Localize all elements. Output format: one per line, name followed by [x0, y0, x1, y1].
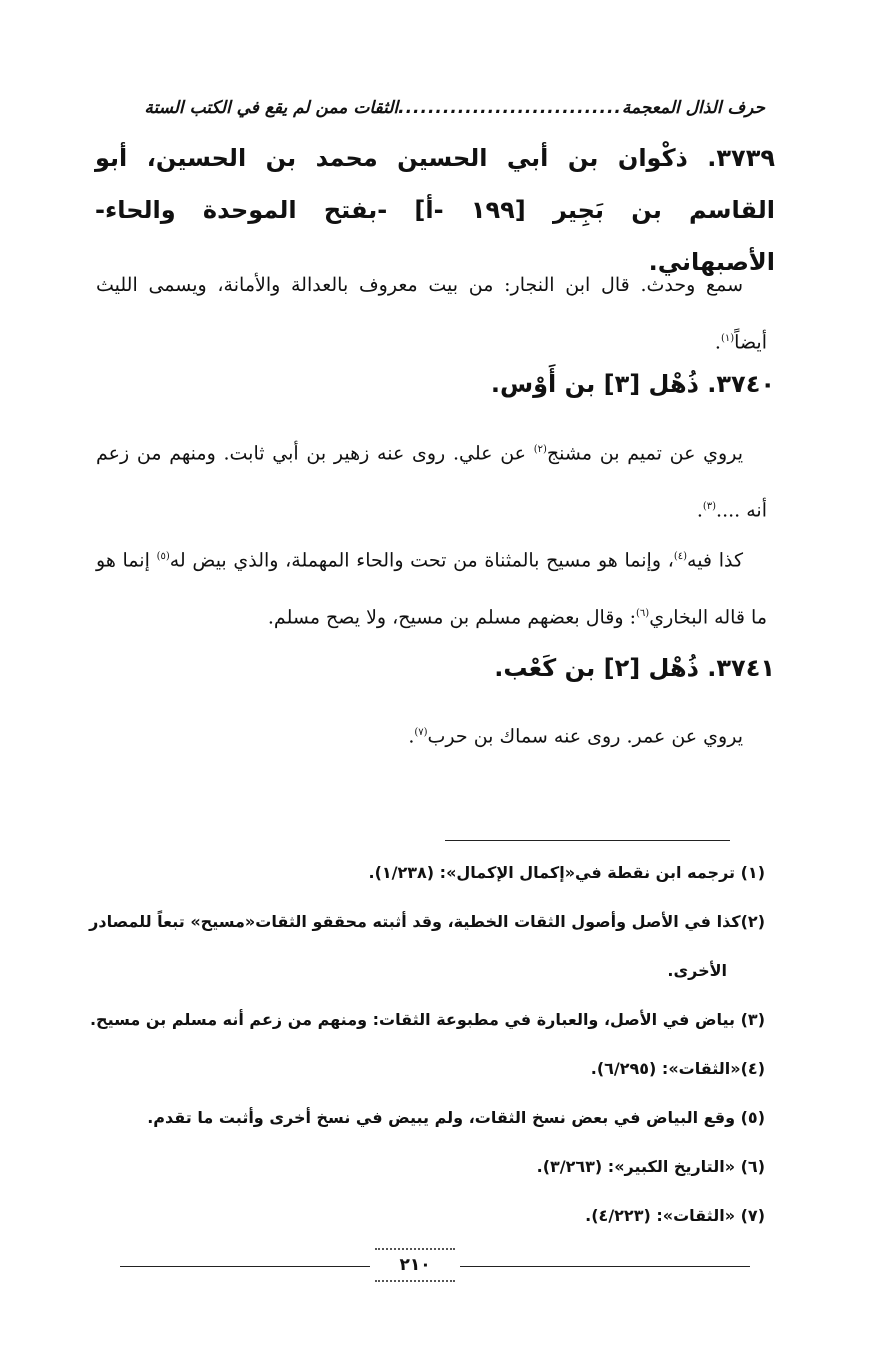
entry-text: عن علي. روى عنه زهير بن أبي ثابت. ومنهم من زعم أنه ....: [96, 442, 767, 522]
footnote-separator: [445, 840, 730, 841]
page-number: ٢١٠: [375, 1248, 455, 1282]
entry-title-3740: ٣٧٤٠. ذُهْل [٣] بن أَوْس.: [490, 370, 775, 398]
entry-text: يروي عن عمر. روى عنه سماك بن حرب: [427, 725, 743, 748]
footer-rule-left: [120, 1266, 370, 1267]
entry-text: إنما هو ما قاله البخاري: [96, 549, 767, 629]
entry-body-3739: [96, 258, 767, 369]
footnote-ref: (٣): [702, 501, 717, 513]
entry-text: سمع وحدث. قال ابن النجار: من بيت معروف بالعدالة والأمانة، ويسمى الليث أيضاً: [96, 274, 767, 354]
footnote-4: (٤)«الثقات»: (٦/٢٩٥).: [590, 1059, 765, 1078]
punctuation: .: [696, 499, 703, 522]
entry-title-3741: ٣٧٤١. ذُهْل [٢] بن كَعْب.: [494, 654, 775, 682]
footnote-ref: (٦): [636, 608, 650, 620]
running-header: [108, 98, 765, 118]
footnote-5: (٥) وقع البياض في بعض نسخ الثقات، ولم يبيض في نسخ أخرى وأثبت ما تقدم.: [147, 1108, 765, 1127]
entry-text: : وقال بعضهم مسلم بن مسيح، ولا يصح مسلم.: [267, 606, 637, 629]
footnote-3: (٣) بياض في الأصل، والعبارة في مطبوعة الثقات: ومنهم من زعم أنه مسلم بن مسيح.: [89, 1010, 765, 1029]
entry-title-3739: ٣٧٣٩. ذكْوان بن أبي الحسين محمد بن الحسين، أبو القاسم بن بَجِير [١٩٩ -أ] -بفتح الموحدة والحاء- الأصبهاني.: [95, 144, 776, 276]
punctuation: .: [408, 725, 415, 748]
footnote-ref: (٥): [156, 551, 170, 562]
footnote-ref: (٤): [673, 551, 688, 562]
header-chapter: حرف الذال المعجمة: [621, 98, 765, 118]
footnote-ref: (٧): [414, 727, 428, 738]
header-dots: ..............................: [398, 98, 622, 118]
punctuation: .: [714, 331, 721, 354]
footnote-2-continuation: الأخرى.: [667, 961, 727, 980]
entry-text: يروي عن تميم بن مشنج: [546, 442, 743, 465]
entry-body-3741: [96, 706, 767, 763]
footnote-6: (٦) «التاريخ الكبير»: (٣/٢٦٣).: [536, 1157, 765, 1176]
footnote-1: (١) ترجمه ابن نقطة في«إكمال الإكمال»: (١/٢٣٨).: [368, 863, 765, 882]
footnote-2: (٢)كذا في الأصل وأصول الثقات الخطية، وقد أثبته محققو الثقات«مسيح» تبعاً للمصادر: [89, 912, 765, 931]
footnotes: [62, 848, 765, 1240]
footnote-ref: (١): [720, 333, 735, 344]
entry-body-3740-p2: [96, 530, 767, 645]
entry-text: كذا فيه: [687, 549, 744, 572]
footnote-7: (٧) «الثقات»: (٤/٢٢٣).: [585, 1206, 765, 1225]
page-footer: [120, 1246, 750, 1282]
entry-text: ، وإنما هو مسيح بالمثناة من تحت والحاء المهملة، والذي بيض له: [169, 549, 674, 572]
footer-rule-right: [460, 1266, 750, 1267]
header-book-title: الثقات ممن لم يقع في الكتب الستة: [144, 98, 399, 118]
entry-body-3740-p1: [96, 423, 767, 538]
footnote-ref: (٢): [533, 444, 547, 455]
